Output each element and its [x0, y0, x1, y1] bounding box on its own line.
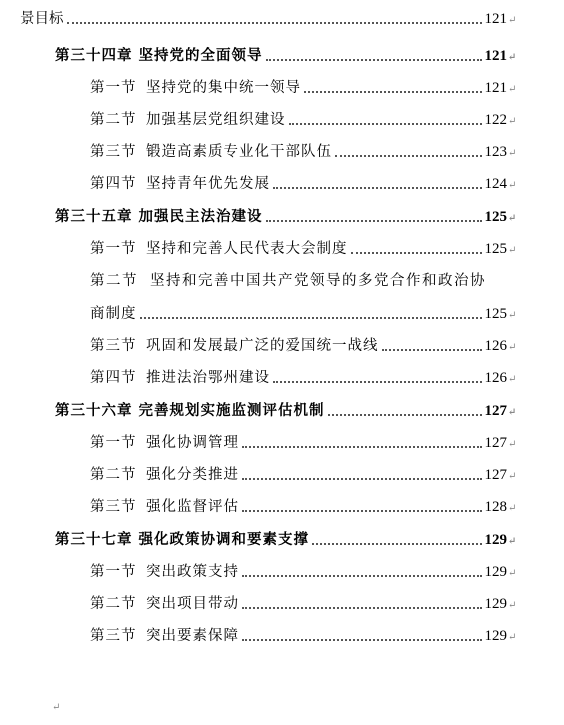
- chapter-title: 第三十七章 强化政策协调和要素支撑: [55, 531, 310, 548]
- toc-entry[interactable]: [0, 4, 564, 28]
- toc-section[interactable]: [0, 137, 564, 161]
- dot-leader: [242, 446, 482, 448]
- toc-section[interactable]: [0, 460, 564, 484]
- dot-leader: [273, 187, 482, 189]
- section-number: 第四节: [90, 176, 137, 192]
- section-title: 坚持青年优先发展: [146, 176, 270, 192]
- dot-leader: [328, 414, 482, 416]
- section-number: 第一节: [90, 241, 137, 257]
- paragraph-mark-icon: ↵: [52, 702, 61, 713]
- paragraph-mark-icon: ↵: [508, 568, 518, 579]
- toc-page-number: 127: [484, 435, 507, 451]
- section-number: 第四节: [90, 370, 137, 386]
- toc-page-number: 125: [484, 306, 507, 322]
- paragraph-mark-icon: ↵: [508, 374, 518, 385]
- dot-leader: [266, 220, 482, 222]
- section-number: 第一节: [90, 564, 137, 580]
- toc-section[interactable]: [0, 492, 564, 516]
- toc-section[interactable]: [0, 331, 564, 355]
- paragraph-mark-icon: ↵: [508, 15, 517, 26]
- section-title: 突出要素保障: [146, 628, 239, 644]
- dot-leader: [140, 317, 482, 319]
- toc-section[interactable]: [0, 234, 564, 258]
- dot-leader: [335, 155, 482, 157]
- dot-leader: [242, 510, 482, 512]
- toc-page-number: 126: [484, 338, 507, 354]
- toc-page-number: 126: [484, 370, 507, 386]
- toc-page-number: 125: [484, 209, 507, 225]
- toc-section[interactable]: [0, 589, 564, 613]
- toc-section[interactable]: [0, 428, 564, 452]
- paragraph-mark-icon: ↵: [508, 342, 518, 353]
- toc-page-number: 125: [484, 241, 507, 257]
- section-title: 坚持和完善中国共产党领导的多党合作和政治协: [150, 273, 486, 289]
- paragraph-mark-icon: ↵: [508, 632, 518, 643]
- paragraph-mark-icon: ↵: [508, 407, 518, 418]
- toc-section[interactable]: [0, 105, 564, 129]
- chapter-title: 第三十六章 完善规划实施监测评估机制: [55, 402, 325, 419]
- toc-page-number: 127: [484, 403, 507, 419]
- toc-section-wrapped[interactable]: [90, 266, 486, 290]
- toc-page-number: 128: [484, 499, 507, 515]
- dot-leader: [67, 22, 482, 24]
- dot-leader: [304, 91, 482, 93]
- toc-page-number: 121: [484, 48, 507, 64]
- section-title: 强化协调管理: [146, 435, 239, 451]
- section-number: 第二节: [90, 596, 137, 612]
- toc-page-number: 127: [484, 467, 507, 483]
- toc-page-number: 129: [484, 532, 507, 548]
- toc-chapter-37[interactable]: [0, 525, 564, 549]
- toc-section[interactable]: [0, 169, 564, 193]
- paragraph-mark-icon: ↵: [508, 503, 518, 514]
- toc-chapter-34[interactable]: [0, 41, 564, 65]
- dot-leader: [242, 607, 482, 609]
- section-title-continued: 商制度: [90, 306, 137, 322]
- toc-section[interactable]: [0, 557, 564, 581]
- paragraph-mark-icon: ↵: [508, 439, 518, 450]
- dot-leader: [289, 123, 482, 125]
- dot-leader: [266, 59, 482, 61]
- paragraph-mark-icon: ↵: [508, 310, 518, 321]
- paragraph-mark-icon: ↵: [508, 84, 518, 95]
- section-title: 推进法治鄂州建设: [146, 370, 270, 386]
- section-number: 第三节: [90, 628, 137, 644]
- section-number: 第一节: [90, 435, 137, 451]
- section-title: 突出政策支持: [146, 564, 239, 580]
- dot-leader: [312, 543, 481, 545]
- section-number: 第二节: [90, 273, 138, 289]
- section-title: 强化监督评估: [146, 499, 239, 515]
- section-title: 加强基层党组织建设: [146, 112, 286, 128]
- toc-page-number: 123: [484, 144, 507, 160]
- toc-page-number: 129: [484, 596, 507, 612]
- section-number: 第二节: [90, 467, 137, 483]
- toc-section[interactable]: [0, 621, 564, 645]
- section-title: 突出项目带动: [146, 596, 239, 612]
- section-number: 第三节: [90, 144, 137, 160]
- paragraph-mark-icon: ↵: [508, 213, 518, 224]
- chapter-title: 第三十四章 坚持党的全面领导: [55, 47, 263, 64]
- toc-page-number: 122: [484, 112, 507, 128]
- toc-page-number: 129: [484, 628, 507, 644]
- toc-chapter-35[interactable]: [0, 202, 564, 226]
- dot-leader: [351, 252, 482, 254]
- toc-page-number: 121: [484, 11, 507, 27]
- paragraph-mark-icon: ↵: [508, 245, 518, 256]
- toc-page-number: 124: [484, 176, 507, 192]
- section-title: 坚持党的集中统一领导: [146, 80, 301, 96]
- section-title: 坚持和完善人民代表大会制度: [146, 241, 348, 257]
- dot-leader: [242, 478, 482, 480]
- section-number: 第一节: [90, 80, 137, 96]
- section-number: 第三节: [90, 338, 137, 354]
- dot-leader: [242, 575, 482, 577]
- toc-page-number: 129: [484, 564, 507, 580]
- chapter-title: 第三十五章 加强民主法治建设: [55, 208, 263, 225]
- section-title: 锻造高素质专业化干部队伍: [146, 144, 332, 160]
- paragraph-mark-icon: ↵: [508, 148, 518, 159]
- toc-chapter-36[interactable]: [0, 396, 564, 420]
- section-number: 第二节: [90, 112, 137, 128]
- section-title: 强化分类推进: [146, 467, 239, 483]
- toc-entry-title: 景目标: [20, 11, 64, 27]
- toc-section[interactable]: [0, 363, 564, 387]
- section-number: 第三节: [90, 499, 137, 515]
- paragraph-mark-icon: ↵: [508, 52, 518, 63]
- toc-page-number: 121: [484, 80, 507, 96]
- dot-leader: [382, 349, 482, 351]
- paragraph-mark-icon: ↵: [508, 116, 518, 127]
- dot-leader: [273, 381, 482, 383]
- paragraph-mark-icon: ↵: [508, 471, 518, 482]
- paragraph-mark-icon: ↵: [508, 180, 518, 191]
- toc-section-continuation[interactable]: [0, 299, 564, 323]
- section-title: 巩固和发展最广泛的爱国统一战线: [146, 338, 379, 354]
- paragraph-mark-icon: ↵: [508, 536, 518, 547]
- paragraph-mark-icon: ↵: [508, 600, 518, 611]
- dot-leader: [242, 639, 482, 641]
- toc-section[interactable]: [0, 73, 564, 97]
